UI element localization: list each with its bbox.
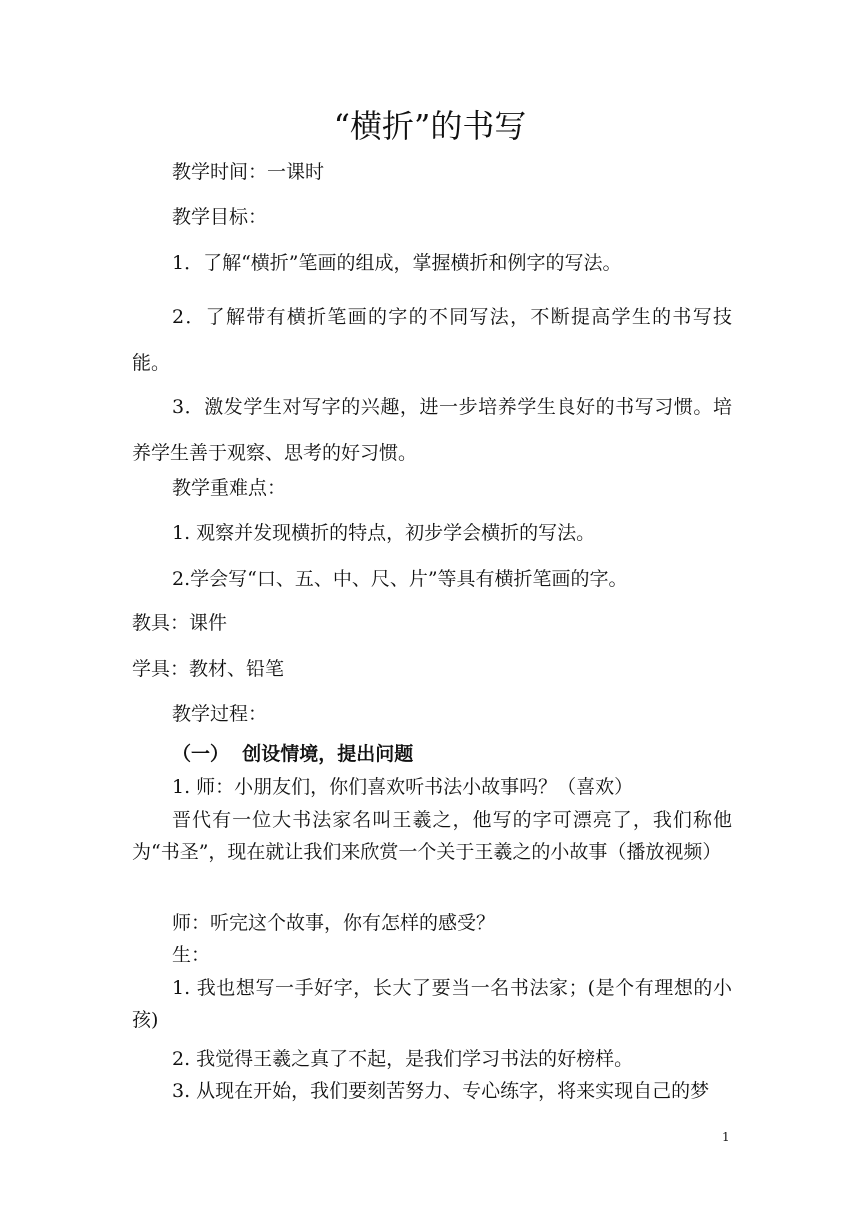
paragraph-key-point-2: 2.学会写“口、五、中、尺、片”等具有横折笔画的字。	[172, 568, 628, 590]
document-title: “横折”的书写	[333, 107, 527, 145]
paragraph-process-heading: 教学过程：	[172, 703, 268, 725]
paragraph-objectives-heading: 教学目标：	[172, 206, 268, 228]
page-number: 1	[722, 1130, 730, 1144]
paragraph-objective-3: 3．激发学生对写字的兴趣，进一步培养学生良好的书写习惯。培养学生善于观察、思考的好习惯。	[132, 396, 732, 464]
paragraph-answer-1: 1. 我也想写一手好字，长大了要当一名书法家；(是个有理想的小孩)	[132, 977, 732, 1031]
paragraph-objective-2: 2．了解带有横折笔画的字的不同写法，不断提高学生的书写技能。	[132, 306, 732, 374]
paragraph-teaching-time: 教学时间：一课时	[172, 161, 325, 183]
paragraph-step-1: 1. 师：小朋友们，你们喜欢听书法小故事吗？（喜欢）	[172, 776, 634, 798]
paragraph-teaching-aids: 教具：课件	[132, 612, 228, 634]
paragraph-story: 晋代有一位大书法家名叫王羲之，他写的字可漂亮了，我们称他为“书圣”，现在就让我们来欣赏一个关于王羲之的小故事（播放视频）	[132, 809, 732, 863]
paragraph-answer-2: 2. 我觉得王羲之真了不起，是我们学习书法的好榜样。	[172, 1048, 634, 1070]
section-heading-1: （一） 创设情境，提出问题	[172, 743, 414, 765]
paragraph-objective-1: 1．了解“横折”笔画的组成，掌握横折和例字的写法。	[172, 252, 622, 274]
paragraph-teacher-question: 师：听完这个故事，你有怎样的感受？	[172, 912, 496, 934]
paragraph-key-points-heading: 教学重难点：	[172, 477, 287, 499]
paragraph-answer-3: 3. 从现在开始，我们要刻苦努力、专心练字，将来实现自己的梦	[172, 1080, 710, 1102]
paragraph-learning-aids: 学具：教材、铅笔	[132, 658, 285, 680]
paragraph-key-point-1: 1. 观察并发现横折的特点，初步学会横折的写法。	[172, 522, 596, 544]
paragraph-student: 生：	[172, 944, 211, 966]
